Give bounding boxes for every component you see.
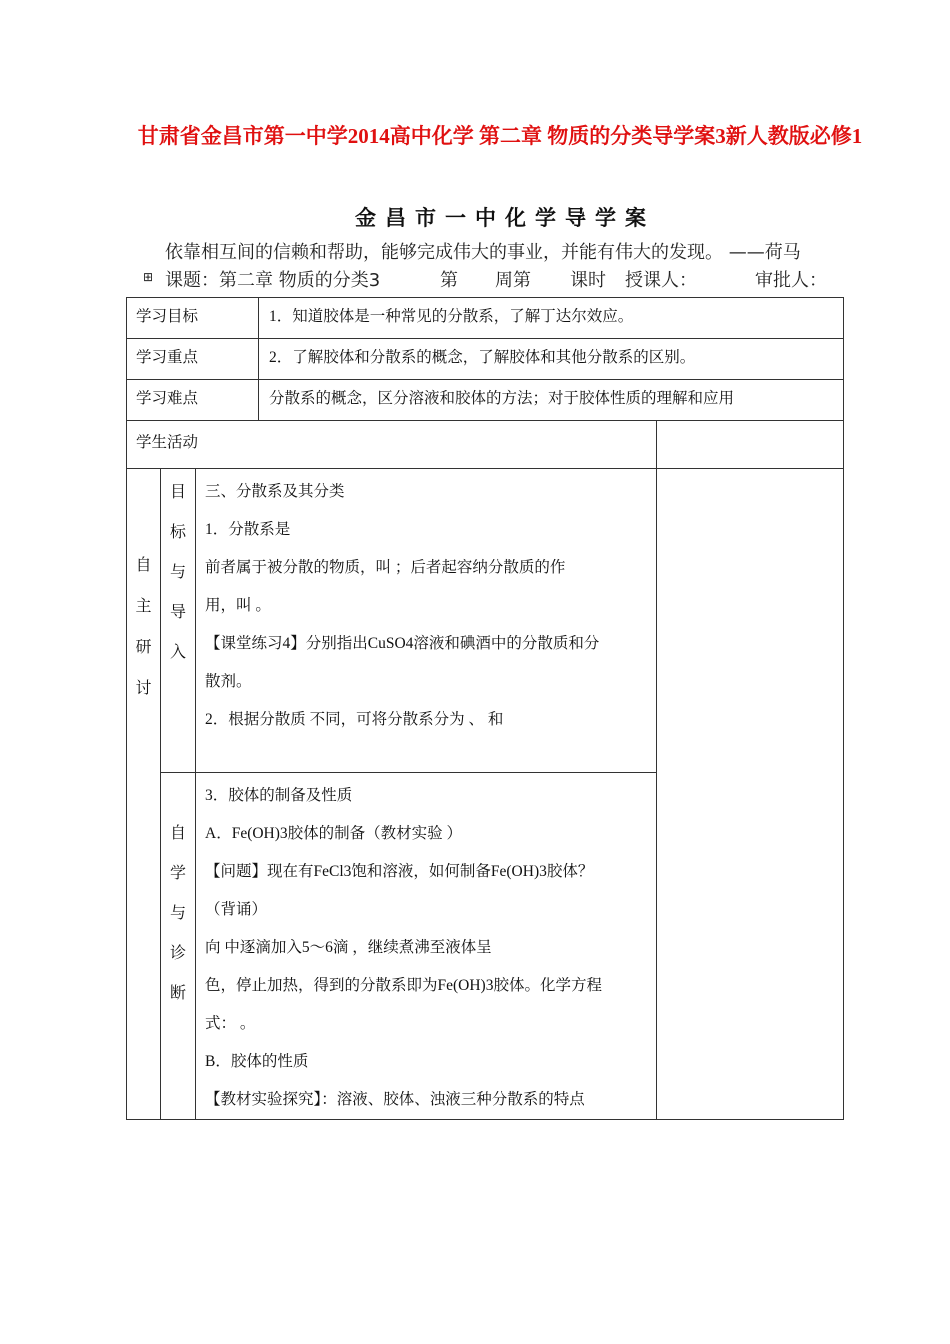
row-content: 1．知道胶体是一种常见的分散系，了解丁达尔效应。 [259, 298, 844, 339]
school-heading: 金昌市一中化学导学案 [355, 206, 655, 230]
table-row [127, 339, 844, 380]
row-content: 2．了解胶体和分散系的概念，了解胶体和其他分散系的区别。 [259, 339, 844, 380]
table-row [127, 380, 844, 421]
anchor-icon: ⊞ [143, 270, 154, 284]
course-topic: 课题：第二章 物质的分类3 [165, 270, 381, 291]
row-label: 学习重点 [127, 339, 259, 380]
table-row [127, 298, 844, 339]
course-period: 课时 [570, 270, 606, 291]
study-table [126, 297, 844, 1120]
notes-cell [657, 421, 844, 469]
motto: 依靠相互间的信赖和帮助，能够完成伟大的事业，并能有伟大的发现。 ——荷马 [165, 242, 801, 263]
course-teacher: 授课人： [625, 270, 697, 291]
table-row [127, 421, 844, 469]
row-label: 学习目标 [127, 298, 259, 339]
table-row [127, 469, 844, 773]
section-diagnosis-content: 3．胶体的制备及性质 A．Fe(OH)3胶体的制备（教材实验 ） 【问题】现在有FeCl3饱和溶液，如何制备Fe(OH)3胶体？ （背诵） 向 中逐滴加入5～6滴 ，继续煮沸至液体呈 色，停止加热，得到的分散系即为Fe(OH)3胶体。化学方程 式： 。 B．胶体的性质 【教材实验探究】：溶液、胶体、浊液三种分散系的特点 [196, 773, 657, 1120]
course-approver: 审批人： [755, 270, 827, 291]
course-week-a: 第 [440, 270, 458, 291]
section-goals-content: 三、分散系及其分类 1．分散系是 前者属于被分散的物质，叫 ；后者起容纳分散质的作 用，叫 。 【课堂练习4】分别指出CuSO4溶液和碘酒中的分散质和分 散剂。 2．根据分散质 不同，可将分散系分为 、 和 [196, 469, 657, 773]
side-label-diagnosis: 自 学 与 诊 断 [161, 773, 196, 1120]
course-week-b: 周第 [495, 270, 531, 291]
notes-column [657, 469, 844, 1120]
activity-label: 学生活动 [127, 421, 657, 469]
row-content: 分散系的概念，区分溶液和胶体的方法；对于胶体性质的理解和应用 [259, 380, 844, 421]
row-label: 学习难点 [127, 380, 259, 421]
course-info-line [0, 266, 950, 292]
side-label-goals: 目 标 与 导 入 [161, 469, 196, 773]
document-title: 甘肃省金昌市第一中学2014高中化学 第二章 物质的分类导学案3新人教版必修1 [137, 124, 863, 148]
side-label-self-study: 自 主 研 讨 [127, 469, 161, 1120]
